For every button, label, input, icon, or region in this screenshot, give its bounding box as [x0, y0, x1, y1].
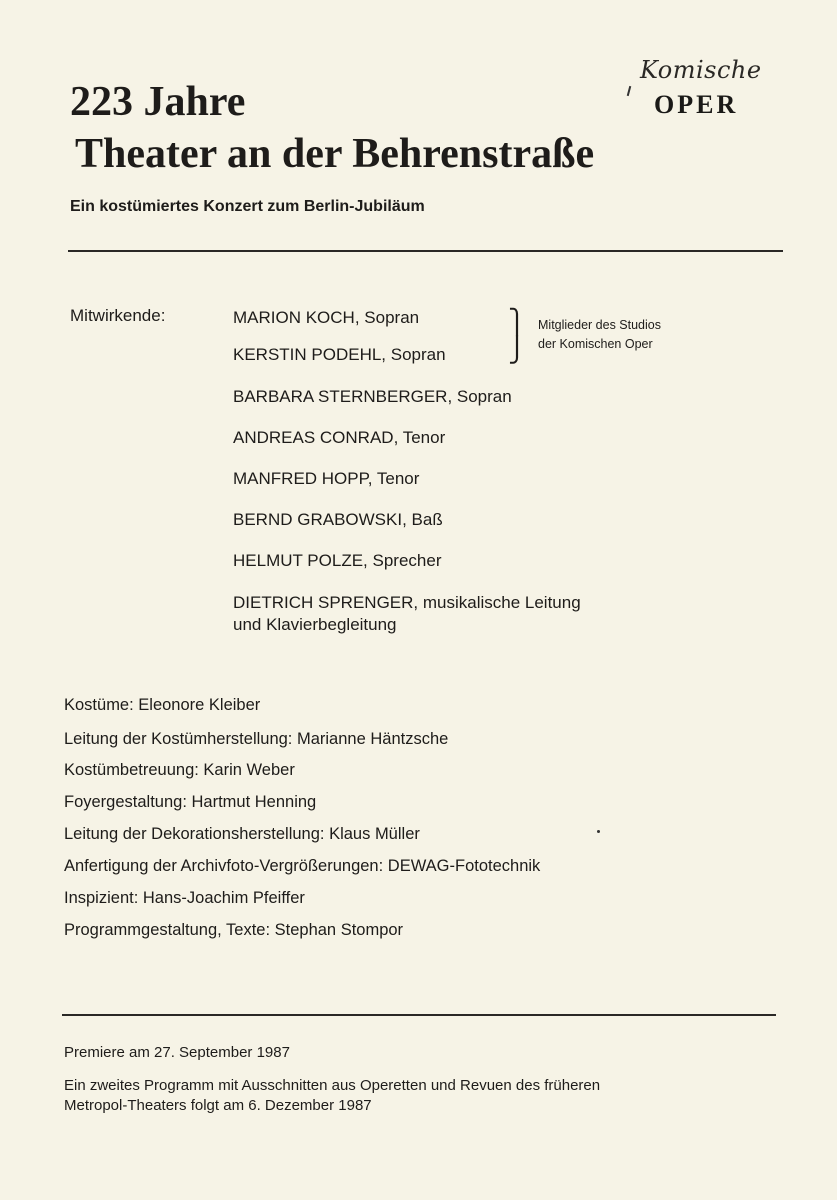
subtitle: Ein kostümiertes Konzert zum Berlin-Jubiläum: [70, 198, 425, 215]
komische-oper-logo: [622, 52, 792, 132]
cast-member-continuation: und Klavierbegleitung: [233, 615, 397, 634]
credit-line: Foyergestaltung: Hartmut Henning: [64, 793, 317, 811]
credit-line: Anfertigung der Archivfoto-Vergrößerungen: DEWAG-Fototechnik: [64, 857, 541, 875]
logo-block-text: OPER: [654, 90, 739, 119]
brace-icon: ⎫: [508, 310, 526, 336]
cast-member: ANDREAS CONRAD, Tenor: [233, 428, 446, 447]
cast-member: BERND GRABOWSKI, Baß: [233, 510, 443, 529]
brace-icon: ⎭: [508, 338, 526, 364]
cast-member: HELMUT POLZE, Sprecher: [233, 551, 442, 570]
title-line-1: 223 Jahre: [70, 79, 246, 125]
premiere-date: Premiere am 27. September 1987: [64, 1044, 290, 1061]
cast-member: BARBARA STERNBERGER, Sopran: [233, 387, 512, 406]
studio-note-line-2: der Komischen Oper: [538, 337, 653, 351]
ink-speck: [597, 830, 600, 833]
top-divider: [68, 250, 783, 252]
credit-line: Kostüme: Eleonore Kleiber: [64, 696, 261, 714]
cast-member: DIETRICH SPRENGER, musikalische Leitung: [233, 593, 581, 612]
logo-tick-mark: [627, 86, 632, 96]
next-program-line-1: Ein zweites Programm mit Ausschnitten aus Operetten und Revuen des früheren: [64, 1077, 601, 1094]
cast-label: Mitwirkende:: [70, 306, 166, 325]
title-line-2: Theater an der Behrenstraße: [75, 131, 595, 177]
cast-member: MARION KOCH, Sopran: [233, 308, 420, 327]
cast-member: KERSTIN PODEHL, Sopran: [233, 345, 446, 364]
credit-line: Inspizient: Hans-Joachim Pfeiffer: [64, 889, 305, 907]
credit-line: Programmgestaltung, Texte: Stephan Stompor: [64, 921, 404, 939]
studio-note-line-1: Mitglieder des Studios: [538, 318, 661, 332]
credit-line: Kostümbetreuung: Karin Weber: [64, 761, 295, 779]
logo-script-text: Komische: [640, 56, 762, 84]
next-program-line-2: Metropol-Theaters folgt am 6. Dezember 1987: [64, 1097, 372, 1114]
bottom-divider: [62, 1014, 776, 1016]
cast-member: MANFRED HOPP, Tenor: [233, 469, 420, 488]
credit-line: Leitung der Dekorationsherstellung: Klaus Müller: [64, 825, 420, 843]
credit-line: Leitung der Kostümherstellung: Marianne Häntzsche: [64, 730, 449, 748]
